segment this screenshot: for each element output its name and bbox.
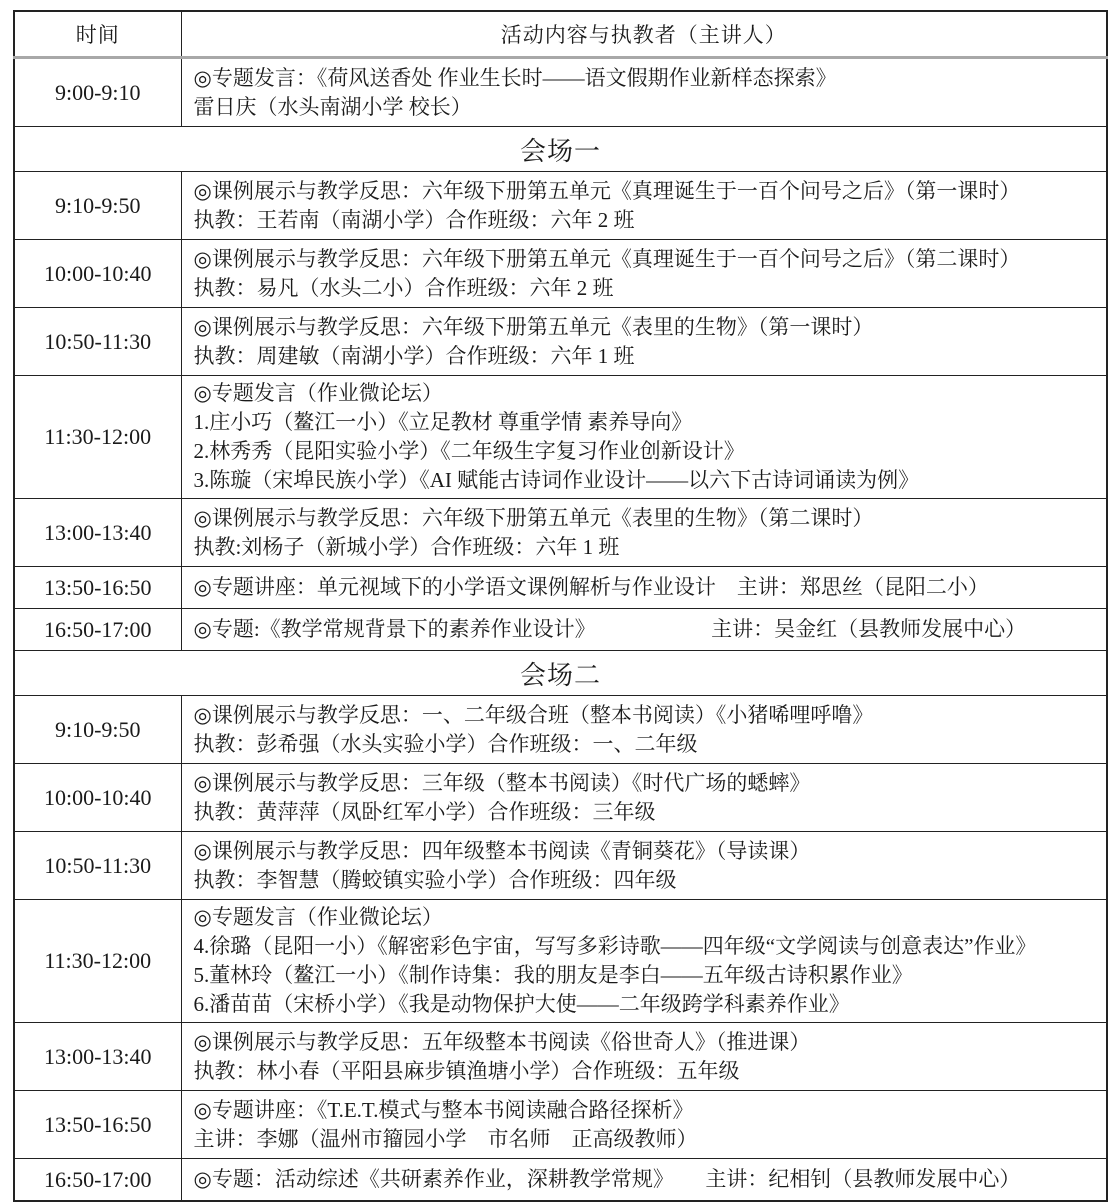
content-line: ◎课例展示与教学反思：六年级下册第五单元《表里的生物》（第二课时） bbox=[193, 505, 874, 530]
content-line: 3.陈璇（宋埠民族小学）《AI 赋能古诗词作业设计——以六下古诗词诵读为例》 bbox=[193, 468, 920, 492]
content-line: 执教：易凡（水头二小）合作班级：六年 2 班 bbox=[193, 275, 614, 300]
content-line: ◎课例展示与教学反思：四年级整本书阅读《青铜葵花》（导读课） bbox=[193, 838, 811, 863]
session-row bbox=[14, 1159, 1107, 1202]
content-line: ◎专题讲座：单元视域下的小学语文课例解析与作业设计 主讲：郑思丝（昆阳二小） bbox=[193, 575, 989, 599]
time-cell: 9:10-9:50 bbox=[14, 696, 181, 764]
session-row bbox=[14, 696, 1107, 764]
section-row bbox=[14, 127, 1107, 172]
content-cell bbox=[181, 609, 1107, 651]
content-line: ◎专题：活动综述《共研素养作业，深耕教学常规》 主讲：纪相钊（县教师发展中心） bbox=[193, 1167, 1021, 1191]
header-row bbox=[14, 11, 1107, 58]
content-line: ◎专题发言：《荷风送香处 作业生长时——语文假期作业新样态探索》 bbox=[193, 65, 837, 90]
time-cell: 16:50-17:00 bbox=[14, 609, 181, 651]
content-line: ◎专题讲座：《T.E.T.模式与整本书阅读融合路径探析》 bbox=[193, 1097, 694, 1122]
content-cell bbox=[181, 172, 1107, 240]
session-row bbox=[14, 900, 1107, 1023]
content-cell bbox=[181, 1023, 1107, 1091]
content-cell bbox=[181, 832, 1107, 900]
session-row bbox=[14, 1023, 1107, 1091]
session-row bbox=[14, 1091, 1107, 1159]
session-row bbox=[14, 240, 1107, 308]
content-line: 执教：林小春（平阳县麻步镇渔塘小学）合作班级：五年级 bbox=[193, 1058, 740, 1083]
content-line: 执教：彭希强（水头实验小学）合作班级：一、二年级 bbox=[193, 731, 698, 756]
time-cell: 16:50-17:00 bbox=[14, 1159, 181, 1202]
time-cell: 11:30-12:00 bbox=[14, 376, 181, 499]
time-cell: 9:10-9:50 bbox=[14, 172, 181, 240]
session-row bbox=[14, 609, 1107, 651]
session-row bbox=[14, 172, 1107, 240]
session-row bbox=[14, 308, 1107, 376]
section-title: 会场二 bbox=[14, 651, 1107, 696]
content-line: 1.庄小巧（鳌江一小）《立足教材 尊重学情 素养导向》 bbox=[193, 410, 693, 434]
content-cell bbox=[181, 1091, 1107, 1159]
content-line: 4.徐璐（昆阳一小）《解密彩色宇宙，写写多彩诗歌——四年级“文学阅读与创意表达”作业》 bbox=[193, 934, 1037, 958]
content-line: 执教：李智慧（腾蛟镇实验小学）合作班级：四年级 bbox=[193, 867, 677, 892]
content-cell bbox=[181, 499, 1107, 567]
content-line: 雷日庆（水头南湖小学 校长） bbox=[193, 94, 472, 119]
content-line: ◎课例展示与教学反思：六年级下册第五单元《真理诞生于一百个问号之后》（第一课时） bbox=[193, 178, 1021, 203]
time-cell: 13:00-13:40 bbox=[14, 1023, 181, 1091]
session-row bbox=[14, 764, 1107, 832]
content-line: 执教：周建敏（南湖小学）合作班级：六年 1 班 bbox=[193, 343, 635, 368]
schedule-table bbox=[13, 10, 1108, 1202]
content-line: ◎课例展示与教学反思：一、二年级合班（整本书阅读）《小猪唏哩呼噜》 bbox=[193, 702, 874, 727]
session-row bbox=[14, 567, 1107, 609]
session-row bbox=[14, 832, 1107, 900]
content-line: 2.林秀秀（昆阳实验小学）《二年级生字复习作业创新设计》 bbox=[193, 439, 745, 463]
content-line: 主讲：李娜（温州市籀园小学 市名师 正高级教师） bbox=[193, 1126, 698, 1151]
content-cell bbox=[181, 1159, 1107, 1202]
content-line: ◎专题发言（作业微论坛） bbox=[193, 905, 443, 929]
time-cell: 11:30-12:00 bbox=[14, 900, 181, 1023]
time-cell: 13:50-16:50 bbox=[14, 1091, 181, 1159]
content-line: ◎课例展示与教学反思：六年级下册第五单元《真理诞生于一百个问号之后》（第二课时） bbox=[193, 246, 1021, 271]
time-cell: 9:00-9:10 bbox=[14, 58, 181, 127]
time-cell: 10:50-11:30 bbox=[14, 832, 181, 900]
section-title: 会场一 bbox=[14, 127, 1107, 172]
content-cell bbox=[181, 567, 1107, 609]
content-cell bbox=[181, 376, 1107, 499]
session-row bbox=[14, 58, 1107, 127]
schedule-table-body bbox=[14, 58, 1107, 1202]
section-row bbox=[14, 651, 1107, 696]
time-cell: 13:50-16:50 bbox=[14, 567, 181, 609]
content-line: ◎课例展示与教学反思：三年级（整本书阅读）《时代广场的蟋蟀》 bbox=[193, 770, 811, 795]
content-line: 6.潘苗苗（宋桥小学）《我是动物保护大使——二年级跨学科素养作业》 bbox=[193, 992, 850, 1016]
content-line: 执教：王若南（南湖小学）合作班级：六年 2 班 bbox=[193, 207, 635, 232]
content-cell bbox=[181, 308, 1107, 376]
time-cell: 10:50-11:30 bbox=[14, 308, 181, 376]
session-row bbox=[14, 376, 1107, 499]
time-column-header: 时间 bbox=[14, 11, 181, 58]
content-cell bbox=[181, 900, 1107, 1023]
session-row bbox=[14, 499, 1107, 567]
content-line: ◎课例展示与教学反思：六年级下册第五单元《表里的生物》（第一课时） bbox=[193, 314, 874, 339]
content-line: ◎专题发言（作业微论坛） bbox=[193, 381, 443, 405]
content-line: ◎专题:《教学常规背景下的素养作业设计》 主讲：吴金红（县教师发展中心） bbox=[193, 617, 1027, 641]
time-cell: 13:00-13:40 bbox=[14, 499, 181, 567]
content-line: 执教:刘杨子（新城小学）合作班级：六年 1 班 bbox=[193, 534, 620, 559]
content-line: 执教：黄萍萍（凤卧红军小学）合作班级：三年级 bbox=[193, 799, 656, 824]
content-line: 5.董林玲（鳌江一小）《制作诗集：我的朋友是李白——五年级古诗积累作业》 bbox=[193, 963, 913, 987]
content-cell bbox=[181, 696, 1107, 764]
content-cell bbox=[181, 58, 1107, 127]
content-cell bbox=[181, 240, 1107, 308]
time-cell: 10:00-10:40 bbox=[14, 764, 181, 832]
time-cell: 10:00-10:40 bbox=[14, 240, 181, 308]
content-cell bbox=[181, 764, 1107, 832]
content-line: ◎课例展示与教学反思：五年级整本书阅读《俗世奇人》（推进课） bbox=[193, 1029, 811, 1054]
content-column-header: 活动内容与执教者（主讲人） bbox=[181, 11, 1107, 58]
